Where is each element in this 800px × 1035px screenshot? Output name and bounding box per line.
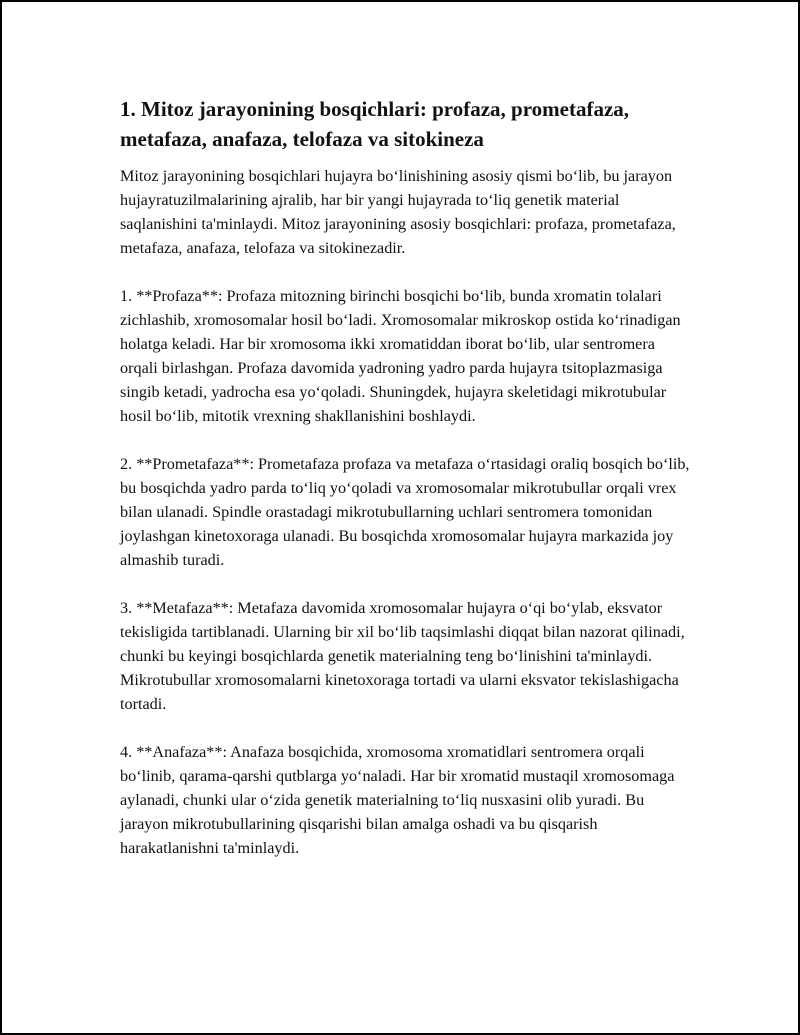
paragraph-anafaza: 4. **Anafaza**: Anafaza bosqichida, xromosoma xromatidlari sentromera orqali bo‘linib, qarama-qarshi qutblarga yo‘naladi. Har bir xromatid mustaqil xromosomaga aylanadi, chunki ular o‘zida genetik materialning to‘liq nusxasini olib yuradi. Bu jarayon mikrotubullarining qisqarishi bilan amalga oshadi va bu qisqarish harakatlanishni ta'minlaydi. [120,743,675,857]
section-heading: 1. Mitoz jarayonining bosqichlari: profaza, prometafaza, metafaza, anafaza, telofaza va sitokineza [120,97,630,151]
intro-paragraph: Mitoz jarayonining bosqichlari hujayra bo‘linishining asosiy qismi bo‘lib, bu jarayon hujayratuzilmalarining ajralib, har bir yangi hujayrada to‘liq genetik material saqlanishini ta'minlaydi. Mitoz jarayonining asosiy bosqichlari: profaza, prometafaza, metafaza, anafaza, telofaza va sitokinezadir. [120,167,676,257]
paragraph-metafaza: 3. **Metafaza**: Metafaza davomida xromosomalar hujayra o‘qi bo‘ylab, eksvator tekisligida tartiblanadi. Ularning bir xil bo‘lib taqsimlashi diqqat bilan nazorat qilinadi, chunki bu keyingi bosqichlarda genetik materialning teng bo‘linishini ta'minlaydi. Mikrotubullar xromosomalarni kinetoxoraga tortadi va ularni eksvator tekislashigacha tortadi. [120,599,685,713]
paragraph-prometafaza: 2. **Prometafaza**: Prometafaza profaza va metafaza o‘rtasidagi oraliq bosqich bo‘lib, bu bosqichda yadro parda to‘liq yo‘qoladi va xromosomalar mikrotubullar orqali vrex bilan ulanadi. Spindle orastadagi mikrotubullarning uchlari sentromera tomonidan joylashgan kinetoxoraga ulanadi. Bu bosqichda xromosomalar hujayra markazida joy almashib turadi. [120,455,690,569]
document-body [120,94,695,884]
paragraph-profaza: 1. **Profaza**: Profaza mitozning birinchi bosqichi bo‘lib, bunda xromatin tolalari zichlashib, xromosomalar hosil bo‘ladi. Xromosomalar mikroskop ostida ko‘rinadigan holatga keladi. Har bir xromosoma ikki xromatiddan iborat bo‘lib, ular sentromera orqali birlashgan. Profaza davomida yadroning yadro parda hujayra tsitoplazmasiga singib ketadi, yadrocha esa yo‘qoladi. Shuningdek, hujayra skeletidagi mikrotubular hosil bo‘lib, mitotik vrexning shakllanishini boshlaydi. [120,287,681,425]
